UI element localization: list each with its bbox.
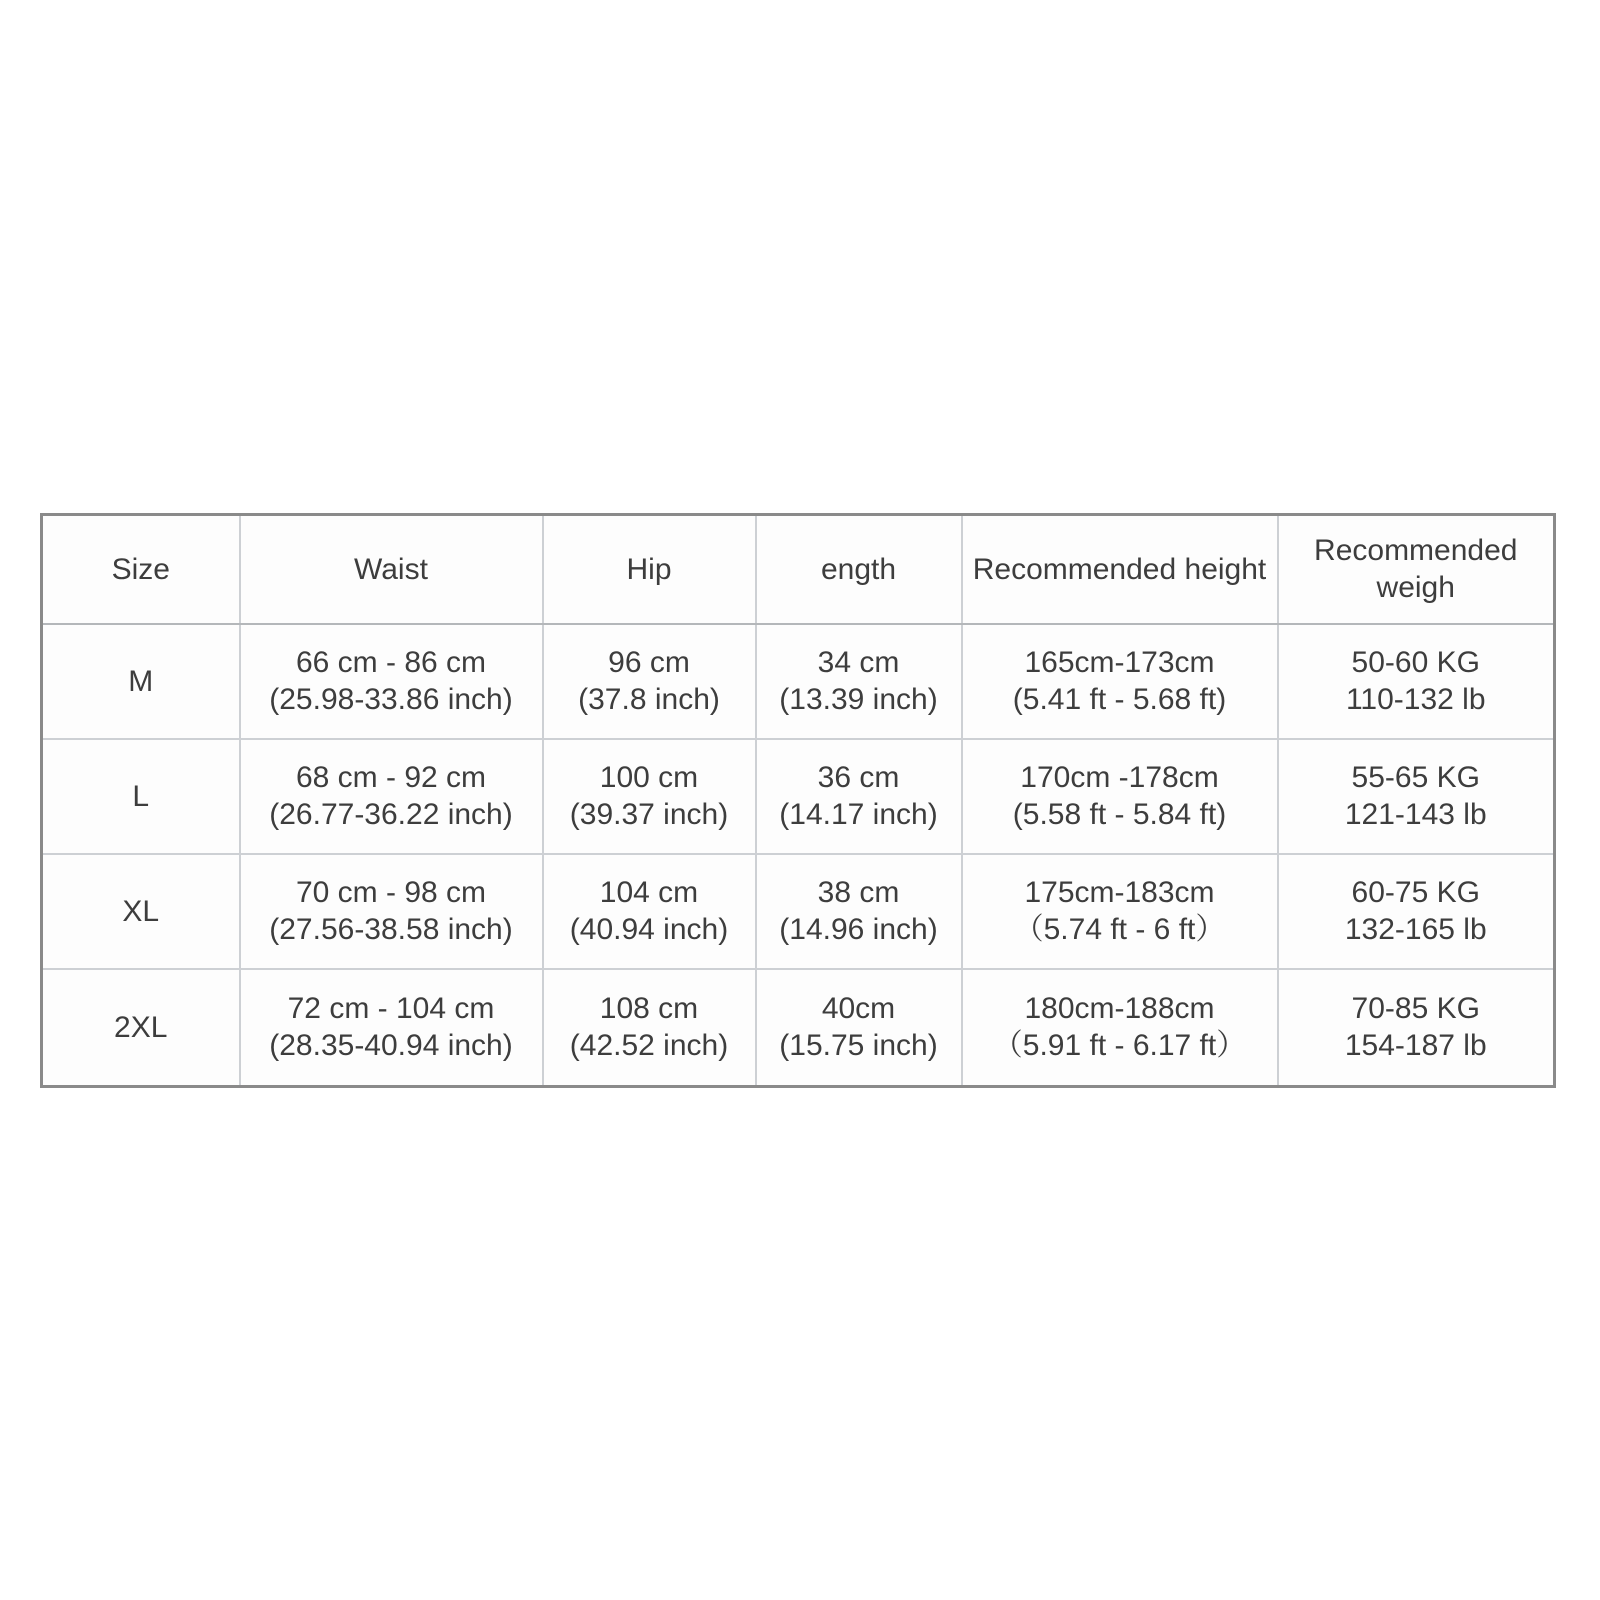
cell-height xyxy=(962,969,1278,1087)
cell-line: 175cm-183cm xyxy=(1024,876,1215,909)
cell-line: 180cm-188cm xyxy=(1024,992,1215,1026)
cell-size: XL xyxy=(42,854,240,969)
cell-line: 100 cm xyxy=(599,761,699,794)
cell-height xyxy=(962,739,1278,854)
cell-size: M xyxy=(42,624,240,739)
table-row-l xyxy=(42,739,1555,854)
cell-line: (14.17 inch) xyxy=(779,798,938,831)
header-row xyxy=(42,515,1555,624)
cell-line: 72 cm - 104 cm xyxy=(287,992,495,1026)
cell-line: 170cm -178cm xyxy=(1020,761,1219,794)
size-chart-table xyxy=(40,513,1556,1088)
header-recommended-weight: Recommended weigh xyxy=(1278,515,1555,624)
cell-length xyxy=(756,624,962,739)
cell-line: (26.77-36.22 inch) xyxy=(269,798,513,831)
cell-hip xyxy=(543,739,756,854)
header-waist: Waist xyxy=(240,515,543,624)
cell-line: 55-65 KG xyxy=(1351,761,1480,794)
cell-line: 121-143 lb xyxy=(1344,798,1487,831)
cell-weight xyxy=(1278,739,1555,854)
cell-line: 68 cm - 92 cm xyxy=(295,761,487,794)
cell-line: (15.75 inch) xyxy=(779,1029,938,1063)
header-recommended-height: Recommended height xyxy=(962,515,1278,624)
table-row-xl xyxy=(42,854,1555,969)
cell-size: L xyxy=(42,739,240,854)
cell-weight xyxy=(1278,969,1555,1087)
cell-hip xyxy=(543,969,756,1087)
cell-weight xyxy=(1278,624,1555,739)
cell-line: （5.74 ft - 6 ft） xyxy=(1013,913,1226,946)
cell-line: (37.8 inch) xyxy=(578,683,720,716)
cell-line: 50-60 KG xyxy=(1351,646,1480,679)
cell-weight xyxy=(1278,854,1555,969)
cell-hip xyxy=(543,624,756,739)
cell-line: (27.56-38.58 inch) xyxy=(269,913,513,946)
cell-length xyxy=(756,739,962,854)
cell-line: (25.98-33.86 inch) xyxy=(269,683,513,716)
cell-line: 154-187 lb xyxy=(1344,1029,1487,1063)
header-size: Size xyxy=(42,515,240,624)
cell-line: (14.96 inch) xyxy=(779,913,938,946)
cell-line: (5.58 ft - 5.84 ft) xyxy=(1012,798,1227,831)
cell-line: 38 cm xyxy=(817,876,900,909)
cell-line: 60-75 KG xyxy=(1351,876,1480,909)
cell-line: (28.35-40.94 inch) xyxy=(269,1029,513,1063)
cell-line: 40cm xyxy=(821,992,896,1026)
cell-line: 165cm-173cm xyxy=(1024,646,1215,679)
cell-size: 2XL xyxy=(42,969,240,1087)
cell-line: (40.94 inch) xyxy=(569,913,729,946)
header-hip: Hip xyxy=(543,515,756,624)
table-row-2xl xyxy=(42,969,1555,1087)
cell-line: 108 cm xyxy=(599,992,699,1026)
cell-waist xyxy=(240,739,543,854)
cell-line: (39.37 inch) xyxy=(569,798,729,831)
cell-waist xyxy=(240,969,543,1087)
cell-length xyxy=(756,969,962,1087)
cell-line: 70-85 KG xyxy=(1351,992,1480,1026)
cell-line: 104 cm xyxy=(599,876,699,909)
cell-line: (13.39 inch) xyxy=(779,683,938,716)
cell-line: 36 cm xyxy=(817,761,900,794)
cell-line: 34 cm xyxy=(817,646,900,679)
cell-line: 66 cm - 86 cm xyxy=(295,646,487,679)
cell-waist xyxy=(240,624,543,739)
cell-hip xyxy=(543,854,756,969)
header-length: ength xyxy=(756,515,962,624)
cell-waist xyxy=(240,854,543,969)
cell-line: （5.91 ft - 6.17 ft） xyxy=(992,1029,1247,1063)
cell-length xyxy=(756,854,962,969)
table-row-m xyxy=(42,624,1555,739)
cell-line: (5.41 ft - 5.68 ft) xyxy=(1012,683,1227,716)
cell-height xyxy=(962,854,1278,969)
cell-line: 96 cm xyxy=(608,646,690,679)
cell-line: 70 cm - 98 cm xyxy=(295,876,487,909)
cell-line: 110-132 lb xyxy=(1345,683,1486,716)
cell-line: (42.52 inch) xyxy=(569,1029,729,1063)
cell-line: 132-165 lb xyxy=(1344,913,1487,946)
cell-height xyxy=(962,624,1278,739)
